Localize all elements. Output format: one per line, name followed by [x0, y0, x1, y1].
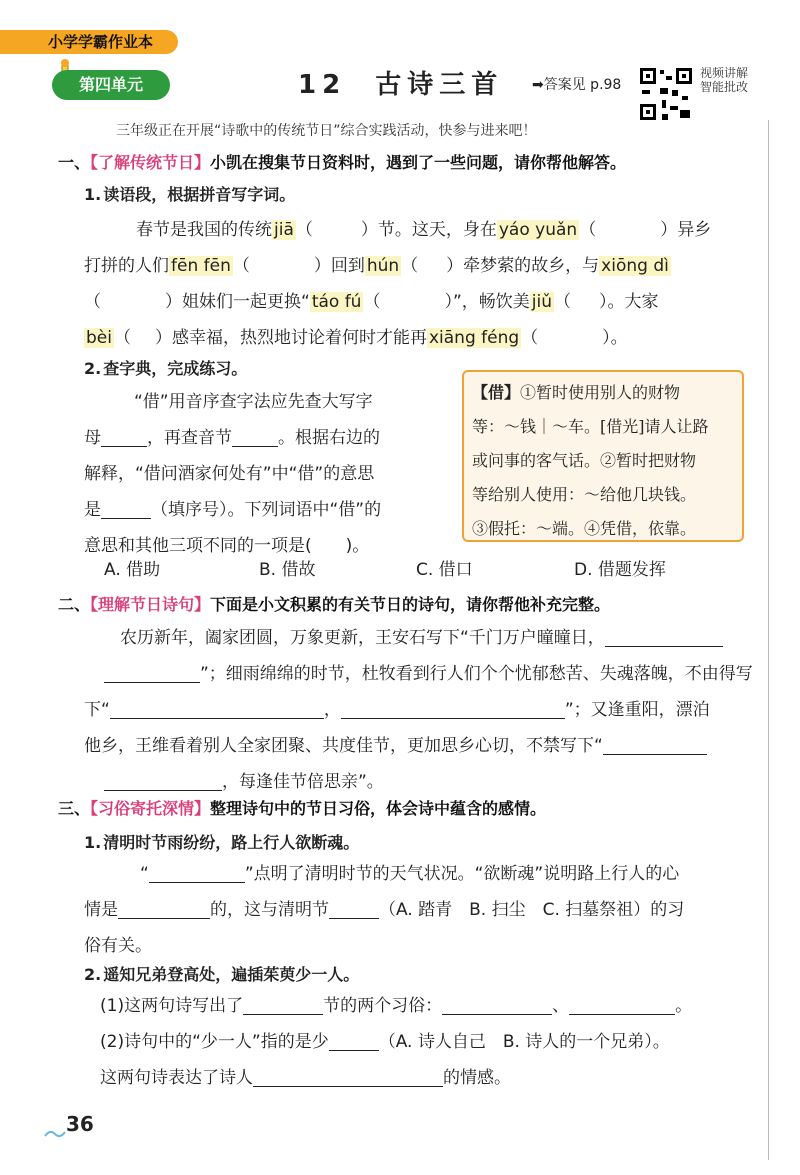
section-tag: 【了解传统节日】 [90, 153, 211, 172]
pinyin-fenfen: fēn fēn [171, 256, 231, 276]
answer-blank[interactable] [569, 994, 675, 1015]
unit-badge: 第四单元 [52, 70, 170, 100]
answer-blank[interactable] [101, 498, 151, 519]
answer-blank[interactable] [571, 291, 599, 311]
dictionary-question: “借”用音序查字法应先查大写字 母 ，再查音节 。根据右边的 解释，“借问酒家何处有”中“借”的意思 是 （填序号）。下列词语中“借”的 意思和其他三项不同的一项是( )。 [84, 392, 382, 556]
answer-blank[interactable] [118, 898, 210, 919]
pinyin-hun: hún [366, 256, 400, 276]
answer-blank[interactable] [149, 862, 245, 883]
dictionary-entry-box: 【借】①暂时使用别人的财物 等：～钱｜～车。[借光]请人让路 或问事的客气话。②暂时把财物 等给别人使用：～给他几块钱。 ③假托：～端。④凭借，依靠。 [462, 370, 744, 542]
answer-blank[interactable] [605, 626, 723, 647]
lesson-title: 古诗三首 [375, 70, 504, 100]
pinyin-xiongdi: xiōng dì [601, 256, 669, 276]
qr-labels [700, 66, 750, 94]
section-instruction: 小凯在搜集节日资料时，遇到了一些问题，请你帮他解答。 [210, 153, 627, 172]
lesson-number: 12 [298, 70, 347, 100]
question-3-2-body: (1)这两句诗写出了 节的两个习俗： 、 。 (2)诗句中的“少一人”指的是少 （A. 诗人自己 B. 诗人的一个兄弟）。 这两句诗表达了诗人 的情感。 [100, 996, 693, 1088]
dict-headword: 【借】 [472, 383, 521, 402]
answer-blank[interactable] [380, 291, 444, 311]
section-tag: 【习俗寄托深情】 [90, 799, 211, 818]
pinyin-yaoyuan: yáo yuǎn [498, 220, 578, 240]
pinyin-taofu: táo fú [311, 292, 362, 312]
option-d[interactable]: D. 借题发挥 [574, 560, 666, 580]
answer-blank[interactable] [538, 327, 602, 347]
section-2-heading: 二、【理解节日诗句】下面是小文积累的有关节日的诗句，请你帮他补充完整。 [58, 595, 611, 614]
answer-blank[interactable] [104, 662, 200, 683]
section-1-heading [58, 150, 626, 173]
video-label: 视频讲解 [700, 66, 749, 80]
question-3-1-body: “ ”点明了清明时节的天气状况。“欲断魂”说明路上行人的心 情是 的，这与清明节 （A. 踏青 B. 扫尘 C. 扫墓祭祖）的习 俗有关。 [84, 864, 685, 956]
page-title [298, 64, 503, 101]
question-1-2: 2. 查字典，完成练习。 [84, 359, 248, 378]
page-number: 36 [66, 1112, 94, 1136]
section-tag: 【理解节日诗句】 [90, 595, 211, 614]
question-1-1: 1. 读语段，根据拼音写字词。 [84, 185, 296, 204]
answer-blank[interactable] [329, 1030, 379, 1051]
answer-blank[interactable] [418, 255, 446, 275]
option-a[interactable]: A. 借助 [104, 560, 161, 580]
question-3-1: 1. 清明时节雨纷纷，路上行人欲断魂。 [84, 833, 360, 852]
answer-blank[interactable] [329, 898, 379, 919]
qr-code-icon[interactable] [638, 66, 694, 122]
pinyin-jia: jiā [274, 220, 294, 240]
grading-label: 智能批改 [700, 80, 749, 94]
option-c[interactable]: C. 借口 [416, 560, 473, 580]
pinyin-jiu: jiǔ [531, 292, 553, 312]
pinyin-passage: 春节是我国的传统 jiā （ ）节。这天，身在 yáo yuǎn （ ）异乡 打拼的人们 fēn fēn （ ）回到 hún （ ）牵梦萦的故乡，与 xiōng dì （ ）姐妹们一起更换“ táo fú （ ）”，畅饮美 jiǔ （ ）。大家 bèi （ ）感幸福，热烈地讨论着何时才能再 xiāng féng （ ）。 [84, 220, 712, 348]
answer-blank[interactable] [603, 734, 707, 755]
question-3-2: 2. 遥知兄弟登高处，遍插茱萸少一人。 [84, 965, 360, 984]
answer-blank[interactable] [250, 255, 314, 275]
poem-line: 遥知兄弟登高处，遍插茱萸少一人。 [103, 965, 360, 984]
answer-blank[interactable] [243, 994, 323, 1015]
pinyin-bei: bèi [86, 328, 112, 348]
poem-line: 清明时节雨纷纷，路上行人欲断魂。 [103, 833, 360, 852]
answer-blank[interactable] [442, 994, 552, 1015]
answer-blank[interactable] [110, 698, 324, 719]
answer-blank[interactable] [104, 770, 222, 791]
series-banner: 小学学霸作业本 [0, 30, 178, 54]
section-3-heading: 三、【习俗寄托深情】整理诗句中的节日习俗，体会诗中蕴含的感情。 [58, 799, 547, 818]
answer-blank[interactable] [596, 219, 660, 239]
answer-blank[interactable] [232, 426, 278, 447]
poem-fill-passage: 农历新年，阖家团圆，万象更新，王安石写下“千门万户曈曈日， ”；细雨绵绵的时节，杜牧看到行人们个个忧郁愁苦、失魂落魄，不由得写 下“ ， ”；又逢重阳，漂泊 他乡，王维看着别人全家团聚、共度佳节，更加思乡心切，不禁写下“ ，每逢佳节倍思亲”。 [84, 628, 753, 792]
pinyin-xiangfeng: xiāng féng [428, 328, 520, 348]
answer-blank[interactable] [101, 426, 147, 447]
page-edge-line [768, 120, 769, 1160]
option-b[interactable]: B. 借故 [259, 560, 316, 580]
intro-text: 三年级正在开展“诗歌中的传统节日”综合实践活动，快参与进来吧！ [116, 123, 537, 139]
answer-blank[interactable] [131, 327, 155, 347]
answer-blank[interactable] [101, 291, 165, 311]
answer-blank[interactable] [253, 1066, 443, 1087]
answer-blank[interactable] [341, 698, 565, 719]
answer-blank[interactable] [313, 219, 361, 239]
wave-icon [44, 1128, 66, 1138]
answer-reference: ➡答案见 p.98 [532, 77, 622, 93]
section-label: 一、 [58, 153, 91, 172]
